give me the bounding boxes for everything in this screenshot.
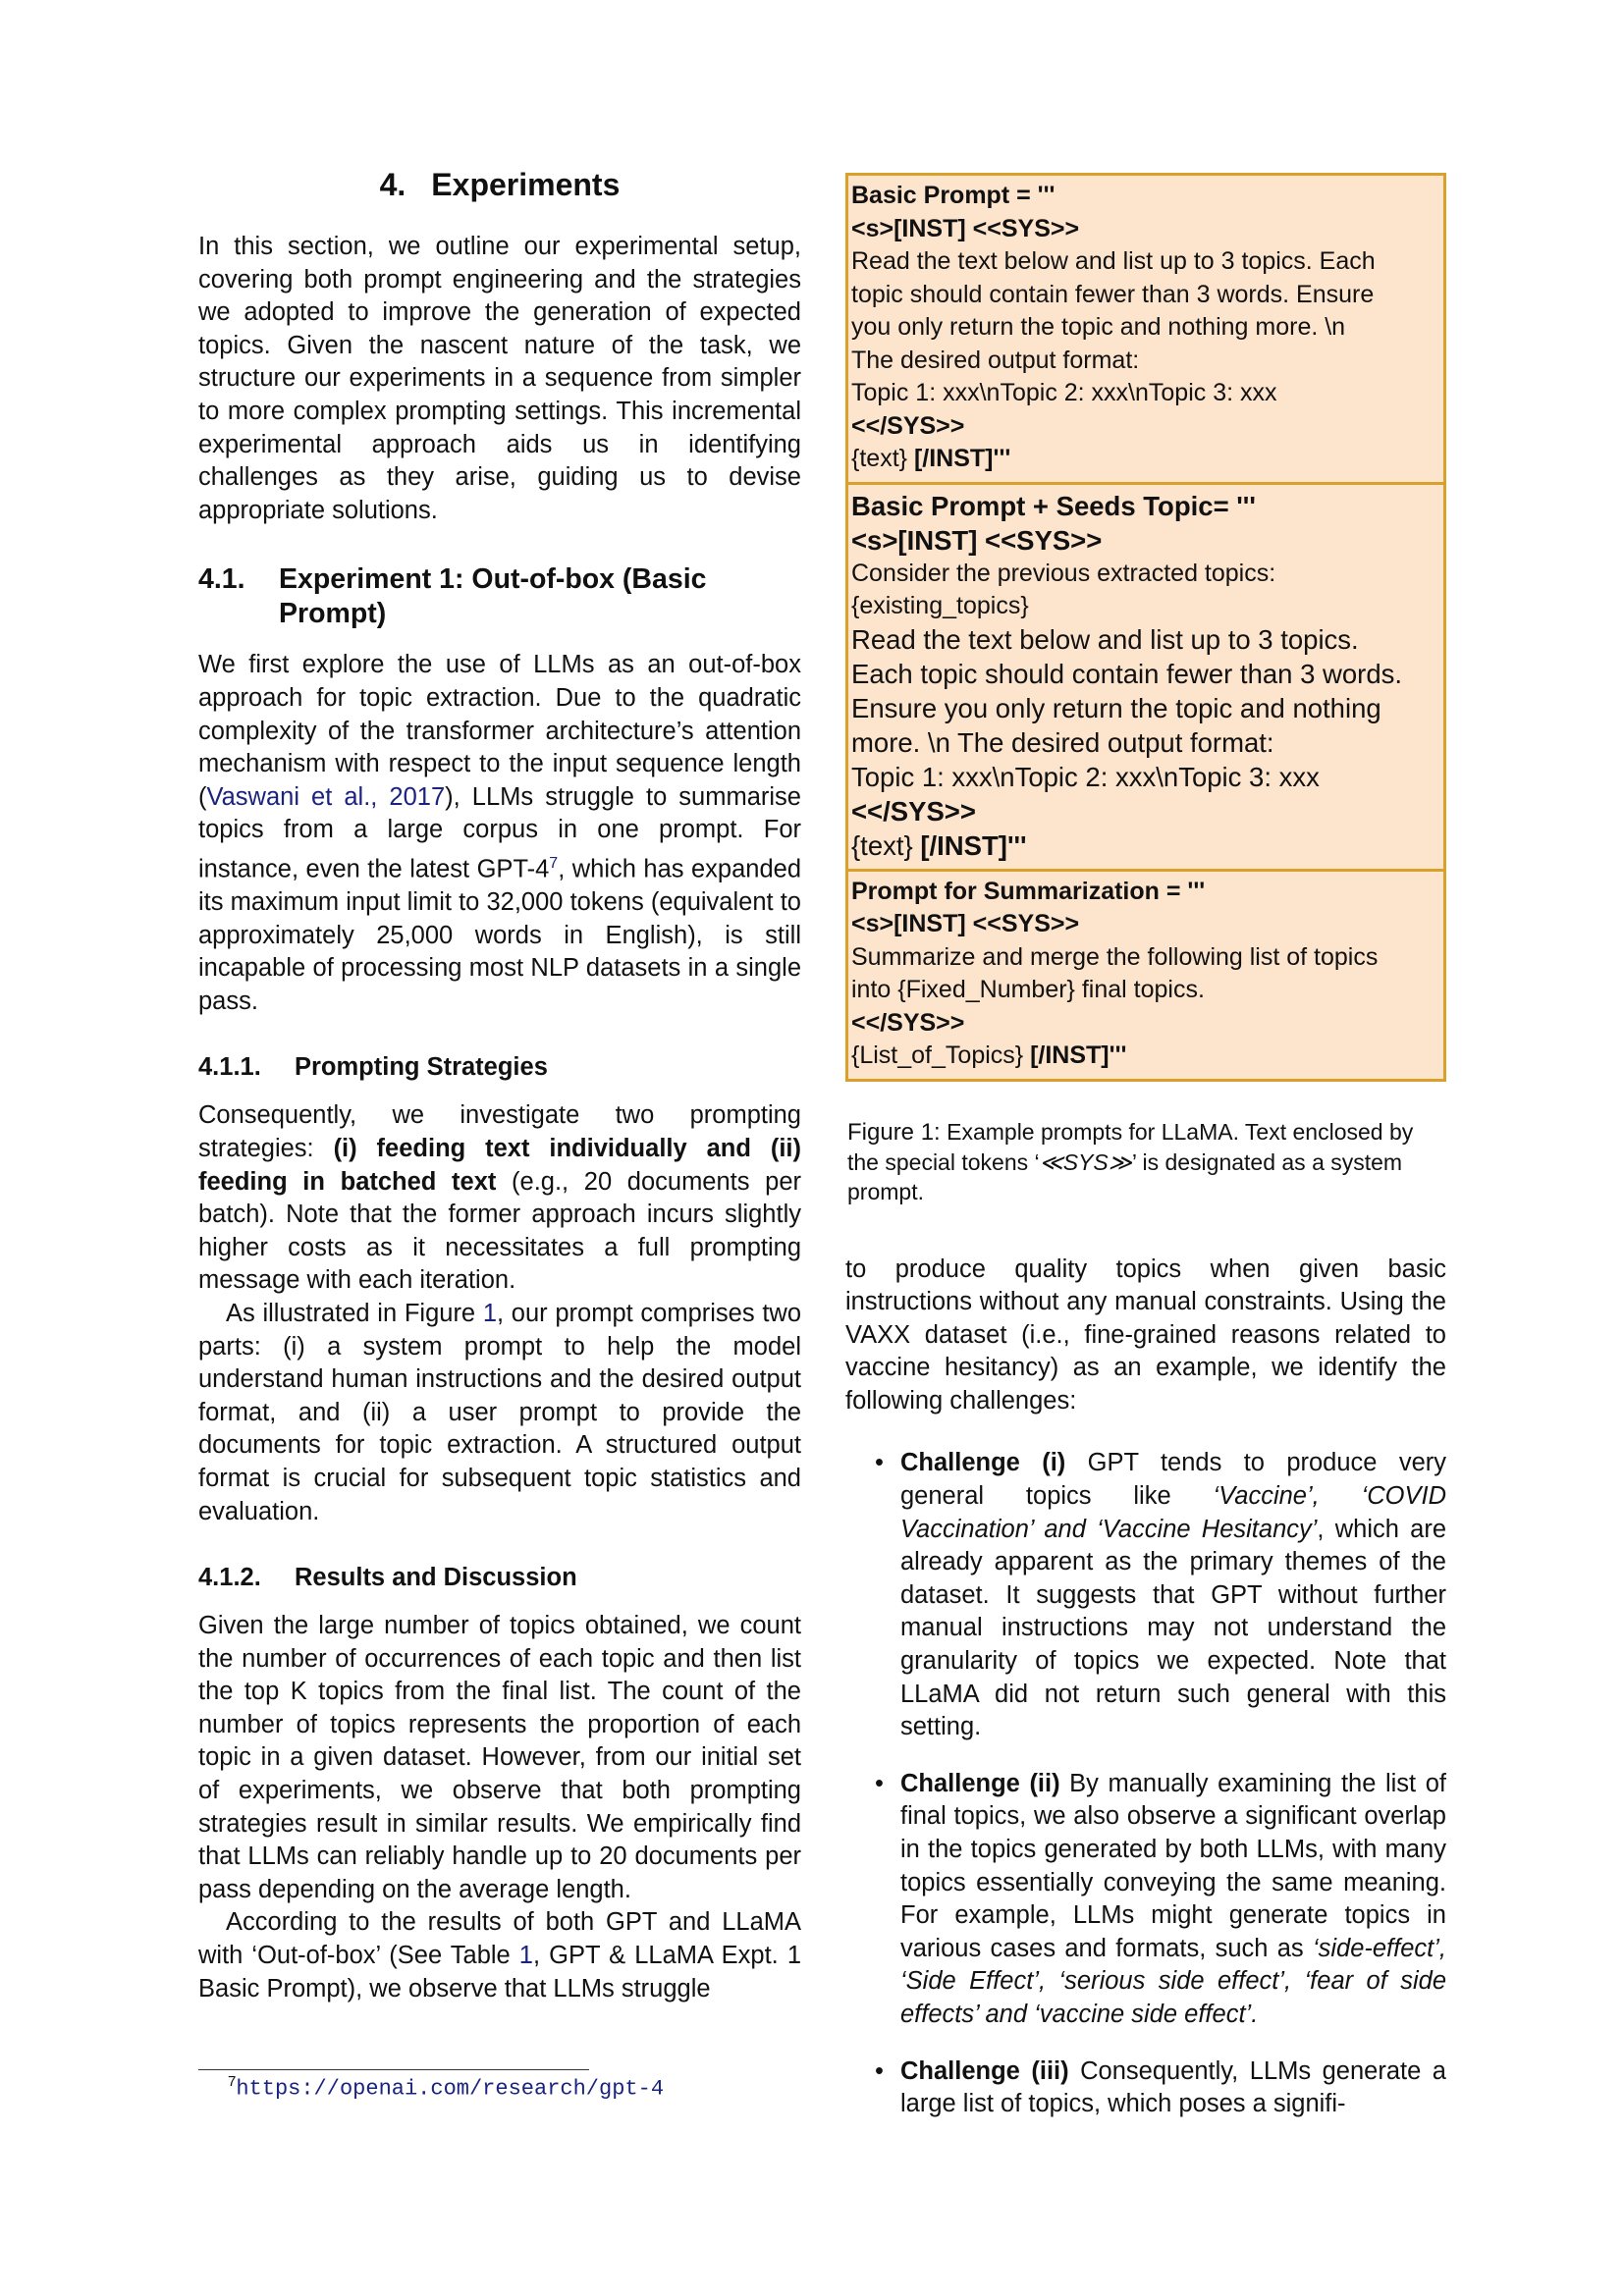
subsection-title: Experiment 1: Out-of-box (Basic Prompt)	[279, 563, 707, 630]
footnote-mark: 7	[228, 2073, 237, 2090]
subsubsection-title: Results and Discussion	[295, 1564, 577, 1592]
paragraph-prompting-strategies	[198, 1099, 801, 1298]
bullet-icon: •	[875, 2056, 884, 2085]
prompt-line: <</SYS>>	[851, 795, 976, 827]
section-title: Experiments	[431, 167, 621, 202]
right-column	[845, 173, 1446, 2145]
footnote-rule	[198, 2069, 589, 2070]
text-run: , which has expanded its maximum input limit to 32,000 tokens (equivalent to approximately 25,000 words in English), is still incapable of processing most NLP datasets in a single pass.	[198, 855, 802, 1015]
paragraph-results-2	[198, 1906, 801, 2005]
prompt-line: Ensure you only return the topic and nothing	[851, 692, 1381, 723]
basic-prompt-section	[848, 176, 1443, 485]
subsection-number: 4.1.	[198, 563, 245, 596]
list-item	[845, 2056, 1446, 2121]
text-run: Consequently, we investigate two prompting strategies:	[198, 1101, 801, 1162]
challenge-list	[845, 1447, 1446, 2120]
summarization-prompt-section	[848, 872, 1443, 1079]
prompt-line	[851, 443, 1441, 476]
prompt-line: topic should contain fewer than 3 words. Ensure	[851, 280, 1375, 308]
text-run: {List_of_Topics}	[851, 1041, 1031, 1069]
prompt-line	[851, 1040, 1441, 1073]
bold-text: [/INST]'''	[1030, 1041, 1127, 1069]
table-ref-link[interactable]: 1	[518, 1942, 533, 1970]
footnote-ref[interactable]: 7	[549, 854, 559, 872]
prompt-line: more. \n The desired output format:	[851, 726, 1274, 758]
text-run: GPT tends to produce very general topics like	[900, 1449, 1447, 1511]
prompt-figure-box	[845, 173, 1446, 1082]
prompt-line: Read the text below and list up to 3 topics. Each	[851, 247, 1376, 275]
prompt-line: into {Fixed_Number} final topics.	[851, 976, 1205, 1003]
prompt-line: <s>[INST] <<SYS>>	[851, 910, 1080, 937]
subsubsection-number: 4.1.1.	[198, 1053, 261, 1082]
text-run: , GPT & LLaMA Expt. 1 Basic Prompt), we observe that LLMs struggle	[198, 1942, 802, 2002]
bold-text: (i) feeding text individually and (ii) feeding in batched text	[198, 1134, 801, 1196]
paragraph-prompt-parts	[198, 1298, 801, 1528]
bold-text: [/INST]'''	[913, 445, 1011, 472]
list-item	[845, 1768, 1446, 2032]
sys-token: ≪SYS≫	[1039, 1148, 1132, 1175]
caption-label: Figure 1:	[847, 1118, 941, 1146]
list-item	[845, 1447, 1446, 1743]
subsection-heading	[198, 562, 801, 631]
text-run: ), LLMs struggle to summarise topics from a large corpus in one prompt. For instance, even the latest GPT-4	[198, 782, 801, 883]
prompt-title: Prompt for Summarization = '''	[851, 877, 1206, 905]
bullet-icon: •	[875, 1449, 884, 1477]
subsubsection-heading	[198, 1564, 801, 1592]
prompt-line: Consider the previous extracted topics:	[851, 559, 1276, 587]
subsubsection-title: Prompting Strategies	[295, 1053, 548, 1082]
challenge-label: Challenge (i)	[900, 1449, 1066, 1477]
prompt-title: Basic Prompt = '''	[851, 182, 1056, 209]
text-run: {text}	[851, 445, 914, 472]
challenge-label: Challenge (ii)	[900, 1769, 1060, 1797]
bullet-icon: •	[875, 1769, 884, 1797]
prompt-line: Topic 1: xxx\nTopic 2: xxx\nTopic 3: xxx	[851, 379, 1277, 406]
text-run: Example prompts for LLaMA. Text enclosed by the special tokens ‘	[847, 1118, 1414, 1175]
prompt-line: <</SYS>>	[851, 1008, 965, 1037]
prompt-line: <s>[INST] <<SYS>>	[851, 524, 1103, 556]
subsubsection-heading	[198, 1053, 801, 1082]
prompt-line: <s>[INST] <<SYS>>	[851, 214, 1080, 242]
prompt-line	[851, 828, 1441, 863]
prompt-line: {existing_topics}	[851, 591, 1029, 619]
prompt-title: Basic Prompt + Seeds Topic= '''	[851, 490, 1256, 521]
footnote-url-link[interactable]: https://openai.com/research/gpt-4	[236, 2076, 665, 2102]
text-run: {text}	[851, 829, 921, 861]
intro-paragraph: In this section, we outline our experimental setup, covering both prompt engineering and the strategies we adopted to improve the generation of expected topics. Given the nascent nature of the task, we structure our experiments in a sequence from simpler to more complex prompting settings. This incremental experimental approach aids us in identifying challenges as they arise, guiding us to devise appropriate solutions.	[198, 233, 801, 524]
italic-text: ‘side-effect’, ‘Side Effect’, ‘serious side effect’, ‘fear of side effects’ and ‘vaccine side effect’.	[900, 1934, 1446, 2028]
paragraph-challenges-intro: to produce quality topics when given basic instructions without any manual constraints. Using the VAXX dataset (i.e., fine-grained reasons related to vaccine hesitancy) as an example, we identify the following challenges:	[845, 1255, 1446, 1415]
citation-link[interactable]: Vaswani et al., 2017	[206, 782, 446, 811]
text-run: ’ is designated as a system prompt.	[847, 1148, 1403, 1204]
prompt-line: Topic 1: xxx\nTopic 2: xxx\nTopic 3: xxx	[851, 761, 1320, 792]
footnote	[228, 2073, 664, 2101]
text-run: (e.g., 20 documents per batch). Note that the former approach incurs slightly higher costs as it necessitates a full prompting message with each iteration.	[198, 1167, 802, 1295]
prompt-line: Summarize and merge the following list of topics	[851, 942, 1379, 971]
text-run: By manually examining the list of final topics, we also observe a significant overlap in the topics generated by both LLMs, with many topics essentially conveying the same meaning. For example, LLMs might generate topics in various cases and formats, such as	[900, 1769, 1446, 1962]
text-run: Consequently, LLMs generate a large list of topics, which poses a signifi-	[900, 2056, 1446, 2118]
text-run: , which are already apparent as the primary themes of the dataset. It suggests that GPT without further manual instructions may not understand the granularity of topics we expected. Note that LLaMA did not return such general with this setting.	[900, 1515, 1446, 1741]
text-run: As illustrated in Figure	[226, 1299, 483, 1327]
bold-text: [/INST]'''	[920, 829, 1027, 861]
text-run: According to the results of both GPT and LLaMA with ‘Out-of-box’ (See Table	[198, 1908, 801, 1970]
paragraph-llm-out-of-box	[198, 649, 801, 1018]
italic-text: ‘Vaccine’, ‘COVID Vaccination’ and ‘Vaccine Hesitancy’	[900, 1482, 1447, 1543]
prompt-line: Read the text below and list up to 3 topics.	[851, 623, 1359, 655]
section-number: 4.	[379, 167, 406, 202]
challenge-label: Challenge (iii)	[900, 2056, 1069, 2085]
text-run: , our prompt comprises two parts: (i) a system prompt to help the model understand human instructions and the desired output format, and (ii) a user prompt to provide the documents for topic extraction. A structured output format is crucial for subsequent topic statistics and evaluation.	[198, 1299, 801, 1525]
figure-caption	[847, 1117, 1446, 1206]
section-heading	[198, 167, 801, 203]
subsubsection-number: 4.1.2.	[198, 1564, 261, 1592]
figure-ref-link[interactable]: 1	[482, 1299, 498, 1327]
prompt-line: Each topic should contain fewer than 3 words.	[851, 658, 1403, 689]
text-run: We first explore the use of LLMs as an out-of-box approach for topic extraction. Due to the quadratic complexity of the transformer architecture’s attention mechanism with respect to the input sequence length (	[198, 651, 801, 811]
seeds-prompt-section	[848, 485, 1443, 872]
prompt-line: The desired output format:	[851, 346, 1140, 374]
paragraph-results: Given the large number of topics obtained, we count the number of occurrences of each topic and then list the top K topics from the final list. The count of the number of topics represents the proportion of each topic in a given dataset. However, from our initial set of experiments, we observe that both prompting strategies result in similar results. We empirically find that LLMs can reliably handle up to 20 documents per pass depending on the average length.	[198, 1612, 801, 1903]
prompt-line: you only return the topic and nothing more. \n	[851, 313, 1346, 341]
left-column	[198, 167, 801, 2005]
prompt-line: <</SYS>>	[851, 411, 965, 440]
